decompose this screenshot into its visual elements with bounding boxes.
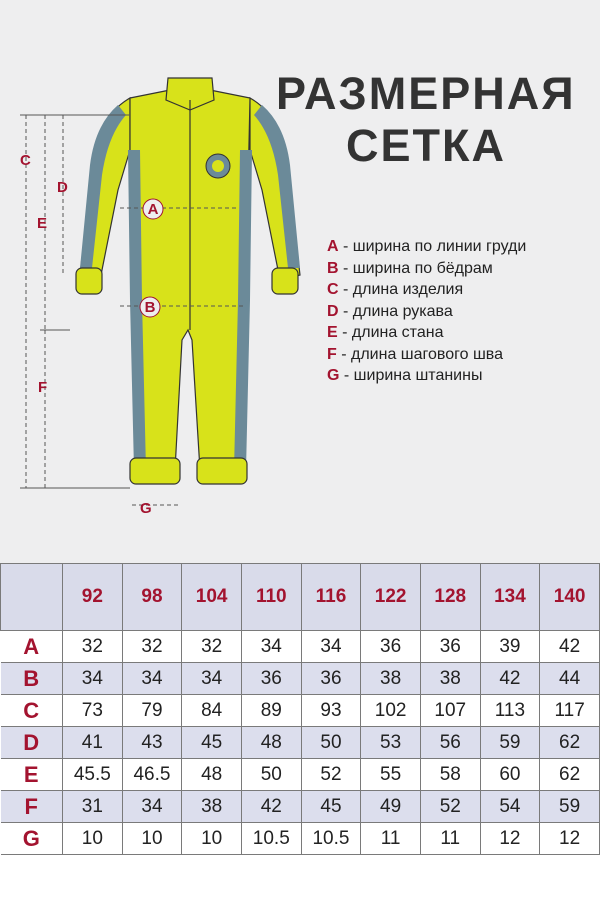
table-cell: 53 (361, 727, 421, 759)
size-header: 92 (63, 564, 123, 631)
table-row (1, 823, 600, 855)
legend-key: A (327, 238, 339, 255)
legend-item (327, 279, 526, 301)
table-cell: 31 (63, 791, 123, 823)
table-cell: 32 (182, 631, 242, 663)
size-header: 116 (301, 564, 361, 631)
size-header-row (1, 564, 600, 631)
table-cell: 34 (63, 663, 123, 695)
table-cell: 59 (540, 791, 600, 823)
size-header: 98 (122, 564, 182, 631)
label-a: A (147, 201, 159, 218)
row-label: B (1, 663, 63, 695)
legend-key: C (327, 281, 339, 298)
table-cell: 11 (361, 823, 421, 855)
legend-key: E (327, 324, 338, 341)
table-cell: 38 (361, 663, 421, 695)
table-row (1, 663, 600, 695)
table-cell: 36 (361, 631, 421, 663)
label-b: B (144, 299, 156, 316)
table-cell: 39 (480, 631, 540, 663)
legend-item (327, 236, 526, 258)
table-cell: 11 (420, 823, 480, 855)
legend-key: F (327, 345, 337, 363)
badge-inner (212, 160, 224, 172)
table-row (1, 695, 600, 727)
legend-key: D (327, 302, 339, 320)
jumpsuit-diagram (0, 0, 320, 560)
label-d: D (57, 179, 68, 196)
table-cell: 52 (420, 791, 480, 823)
table-cell: 89 (241, 695, 301, 727)
size-header: 122 (361, 564, 421, 631)
table-cell: 34 (122, 663, 182, 695)
table-cell: 113 (480, 695, 540, 727)
row-label: E (1, 759, 63, 791)
size-header: 104 (182, 564, 242, 631)
table-cell: 62 (540, 759, 600, 791)
table-cell: 49 (361, 791, 421, 823)
left-cuff (76, 268, 102, 294)
table-cell: 84 (182, 695, 242, 727)
legend-key: G (327, 367, 340, 384)
table-cell: 60 (480, 759, 540, 791)
row-label: C (1, 695, 63, 727)
table-cell: 117 (540, 695, 600, 727)
table-cell: 58 (420, 759, 480, 791)
table-cell: 34 (122, 791, 182, 823)
table-cell: 73 (63, 695, 123, 727)
table-cell: 10.5 (301, 823, 361, 855)
table-cell: 56 (420, 727, 480, 759)
size-header: 140 (540, 564, 600, 631)
table-cell: 42 (241, 791, 301, 823)
size-table (0, 563, 600, 855)
table-cell: 32 (122, 631, 182, 663)
legend-item (327, 301, 526, 323)
table-cell: 36 (241, 663, 301, 695)
table-cell: 34 (182, 663, 242, 695)
table-cell: 12 (480, 823, 540, 855)
row-label: A (1, 631, 63, 663)
table-cell: 10 (122, 823, 182, 855)
table-cell: 38 (420, 663, 480, 695)
legend-text: - длина изделия (338, 281, 464, 298)
table-cell: 79 (122, 695, 182, 727)
page-title-line1: РАЗМЕРНАЯ (276, 68, 576, 119)
table-cell: 48 (241, 727, 301, 759)
legend-item (327, 322, 526, 344)
table-cell: 10.5 (241, 823, 301, 855)
legend-item (327, 344, 526, 366)
table-cell: 46.5 (122, 759, 182, 791)
table-cell: 36 (420, 631, 480, 663)
table-cell: 62 (540, 727, 600, 759)
legend-text: - длина рукава (338, 302, 453, 320)
table-cell: 59 (480, 727, 540, 759)
right-cuff (272, 268, 298, 294)
table-cell: 54 (480, 791, 540, 823)
size-header: 128 (420, 564, 480, 631)
table-cell: 102 (361, 695, 421, 727)
table-cell: 34 (241, 631, 301, 663)
size-header: 134 (480, 564, 540, 631)
table-row (1, 759, 600, 791)
table-cell: 38 (182, 791, 242, 823)
legend-text: - ширина штанины (339, 367, 483, 384)
legend-text: - ширина по бёдрам (338, 259, 493, 277)
left-leg-cuff (130, 458, 180, 484)
table-cell: 45 (182, 727, 242, 759)
right-leg-cuff (197, 458, 247, 484)
table-row (1, 791, 600, 823)
table-cell: 10 (63, 823, 123, 855)
table-cell: 50 (241, 759, 301, 791)
table-cell: 52 (301, 759, 361, 791)
table-cell: 43 (122, 727, 182, 759)
table-cell: 44 (540, 663, 600, 695)
table-row (1, 727, 600, 759)
row-label: F (1, 791, 63, 823)
table-row (1, 631, 600, 663)
table-cell: 42 (480, 663, 540, 695)
table-cell: 48 (182, 759, 242, 791)
table-cell: 12 (540, 823, 600, 855)
table-cell: 42 (540, 631, 600, 663)
table-cell: 10 (182, 823, 242, 855)
table-cell: 50 (301, 727, 361, 759)
table-corner (1, 564, 63, 631)
table-cell: 55 (361, 759, 421, 791)
row-label: D (1, 727, 63, 759)
legend-item (327, 365, 526, 387)
table-cell: 93 (301, 695, 361, 727)
table-cell: 107 (420, 695, 480, 727)
table-cell: 45.5 (63, 759, 123, 791)
legend-text: - ширина по линии груди (338, 238, 527, 255)
size-header: 110 (241, 564, 301, 631)
row-label: G (1, 823, 63, 855)
legend-key: B (327, 259, 339, 277)
label-f: F (38, 379, 48, 396)
page-title-line2: СЕТКА (346, 120, 506, 171)
legend-text: - длина шагового шва (336, 345, 504, 363)
label-g: G (140, 500, 152, 517)
table-cell: 34 (301, 631, 361, 663)
table-cell: 45 (301, 791, 361, 823)
table-cell: 36 (301, 663, 361, 695)
legend-text: - длина стана (337, 324, 444, 341)
legend-item (327, 258, 526, 280)
label-e: E (37, 215, 48, 232)
legend (327, 236, 526, 387)
table-cell: 41 (63, 727, 123, 759)
table-cell: 32 (63, 631, 123, 663)
label-c: C (20, 152, 31, 169)
